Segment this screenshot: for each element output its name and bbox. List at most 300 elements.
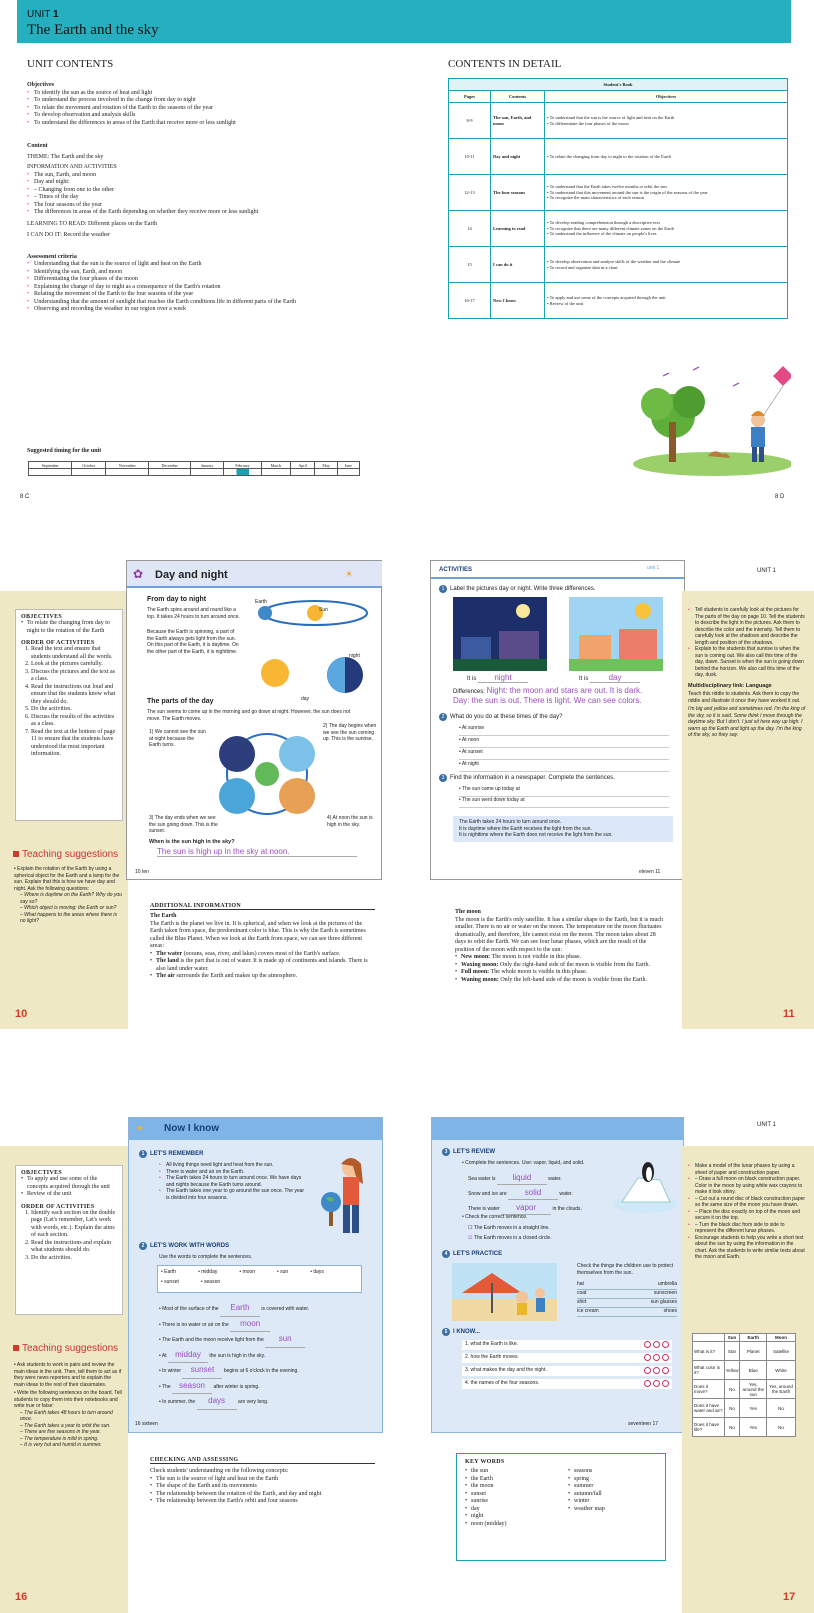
order-item: 5. Do the activities.	[31, 706, 117, 714]
contents-detail-table	[448, 78, 788, 319]
right-notes-17	[688, 1163, 806, 1261]
practice-item-left[interactable]: coat	[577, 1290, 587, 1296]
practice-item-right[interactable]: sun glasses	[650, 1299, 677, 1305]
practice-row	[577, 1281, 677, 1290]
table-cell: Satellite	[766, 1342, 795, 1361]
assessment-item: • Relating the movement of the Earth to the four seasons of the year	[27, 291, 297, 299]
detail-objective-line: • To recognize the main characteristics of each season	[547, 195, 644, 201]
answer-noon[interactable]: The sun is high up in the sky at noon.	[157, 847, 357, 857]
difference-2[interactable]: Day: the sun is out. There is light. We can see colors.	[453, 695, 642, 705]
earth-item-term: The land	[156, 958, 179, 964]
practice-item-right[interactable]: sunscreen	[653, 1290, 677, 1296]
practice-heading: 4 LET'S PRACTICE	[442, 1250, 502, 1259]
detail-contents: Day and night	[491, 139, 545, 175]
unit-contents-heading: UNIT CONTENTS	[27, 58, 114, 70]
heading-parts-of-day: The parts of the day	[147, 698, 214, 705]
times-list	[459, 725, 669, 773]
objectives-list	[27, 90, 297, 128]
objective-item: • To understand the differences in areas of the Earth that receive more or less sunlight	[27, 120, 297, 128]
news-list	[459, 786, 669, 808]
label-night: night	[349, 653, 360, 659]
key-word: • noon (midday)	[465, 1521, 554, 1529]
know-item	[462, 1366, 672, 1376]
table-cell: No	[724, 1418, 740, 1437]
month-cell: April	[290, 462, 315, 469]
summary-box	[453, 816, 673, 842]
moon-list	[455, 954, 665, 984]
moon-item: • Full moon: The whole moon is visible in this phase.	[455, 969, 665, 977]
parts-of-day-diagram	[207, 724, 327, 824]
answer-vapor[interactable]: vapor	[501, 1201, 551, 1215]
caption-1: 1) We cannot see the sun at night because the Earth turns.	[149, 729, 206, 748]
footer-17: seventeen 17	[628, 1421, 659, 1427]
key-word: • day	[465, 1506, 554, 1514]
page-10	[126, 560, 382, 880]
detail-pages: 15	[449, 247, 491, 283]
know-item	[462, 1353, 672, 1363]
lizard-icon: ✦	[135, 1123, 145, 1135]
order-item: 3. Do the activities.	[31, 1255, 117, 1263]
month-cell: May	[315, 462, 337, 469]
page-11	[430, 560, 685, 880]
info-list	[27, 172, 297, 217]
know-item-text: 4. the names of the four seasons.	[465, 1380, 540, 1386]
beach-illustration	[452, 1263, 557, 1321]
note-item: • – Draw a full moon on black construction paper. Color in the moon by using white wax crayons to make it look shiny.	[688, 1176, 806, 1196]
assessment-list	[27, 261, 297, 314]
unit-label-17: UNIT 1	[757, 1122, 776, 1128]
detail-contents: The sun, Earth, and moon	[491, 103, 545, 139]
review-sentences: Sea water is liquid water. Snow and ice are solid water. There is water vapor in the clouds.	[468, 1171, 608, 1216]
info-item: • The differences in areas of the Earth depending on whether they receive more or less sunlight	[27, 209, 297, 217]
word-bank-item: • sunset	[161, 1279, 179, 1285]
months-row	[29, 462, 360, 469]
key-words-box	[456, 1453, 666, 1561]
assessment-item: • Explaining the change of day to night as a consequence of the Earth's rotation	[27, 284, 297, 292]
detail-pages: 10-11	[449, 139, 491, 175]
practice-instruction: Check the things the children use to protect themselves from the sun.	[577, 1263, 674, 1276]
month-cell: February	[224, 462, 262, 469]
table-cell: Blue	[740, 1361, 766, 1380]
detail-row	[449, 283, 788, 319]
order-heading-10: ORDER OF ACTIVITIES	[21, 640, 95, 646]
practice-item-left[interactable]: ice cream	[577, 1308, 599, 1314]
unit-title: The Earth and the sky	[27, 22, 159, 38]
squid-icon: ✿	[133, 567, 144, 581]
sentences: • Most of the surface of the Earth is covered with water. • There is no water or air on the moon • The Earth and the moon receive light from the sun • At midday the sun is high in the sky. • In winter sunset begins at 6 o'clock in the evening. • The season after winter is spring. • In summer, the days are very long.	[159, 1301, 369, 1410]
detail-objective-line: • To record and organize data in a chart	[547, 264, 618, 270]
word-bank-item: • season	[200, 1279, 221, 1285]
earth-item: • The water (oceans, seas, river, and lakes) covers most of the Earth's surface.	[150, 951, 375, 959]
practice-row	[577, 1308, 677, 1317]
activity-1-text: Label the pictures day or night. Write three differences.	[450, 586, 596, 592]
checking-item: • The shape of the Earth and its movements	[150, 1483, 375, 1491]
assessment-item: • Identifying the sun, Earth, and moon	[27, 269, 297, 277]
key-word: • summer	[568, 1483, 657, 1491]
earth-item: • The air surrounds the Earth and makes up the atmosphere.	[150, 973, 375, 981]
month-cell: September	[29, 462, 72, 469]
table-cell: Does it move?	[693, 1380, 725, 1399]
objectives-heading-10: OBJECTIVES	[21, 614, 63, 620]
note-item: • Tell students to carefully look at the pictures for The parts of the day on page 10. Tell the students to describe the light in the pictures. Ask them to describe the color and the intensity. Tell them to carefully look at the shadows and describe the length and position of the shadows.	[688, 607, 806, 646]
summary-line: It is nighttime where the Earth does not receive the light from the sun.	[459, 832, 613, 838]
smileys-icon[interactable]	[642, 1367, 669, 1375]
order-item: 3. Discuss the pictures and the text as a class.	[31, 669, 117, 684]
detail-contents: Now I know	[491, 283, 545, 319]
page-number-16: 16	[15, 1591, 28, 1603]
timing-cell	[106, 469, 149, 476]
table-cell: What is it?	[693, 1342, 725, 1361]
objectives-box-16	[15, 1165, 123, 1315]
table-row	[693, 1342, 796, 1361]
know-item-text: 2. how the Earth moves.	[465, 1354, 519, 1360]
timing-cell	[337, 469, 359, 476]
moon-item: • Waning moon: Only the left-hand side of the moon is visible from the Earth.	[455, 977, 665, 985]
know-heading-text: I KNOW...	[453, 1329, 480, 1335]
words-instruction: Use the words to complete the sentences.	[159, 1254, 253, 1260]
table-row	[693, 1361, 796, 1380]
page-16	[128, 1117, 383, 1433]
day-picture	[569, 597, 663, 671]
answer-solid[interactable]: solid	[508, 1186, 558, 1200]
checking-item: • The relationship between the rotation of the Earth, and day and night	[150, 1491, 375, 1499]
teaching-item: – The Earth takes 48 hours to turn around once.	[20, 1409, 113, 1422]
col-contents: Contents	[491, 91, 545, 103]
news-line: • The sun came up today at	[459, 786, 669, 797]
objective-item: • To develop observation and analysis skills	[27, 112, 297, 120]
it-is-label-2: It is	[579, 676, 589, 682]
table-cell: Yes, around the sun	[740, 1380, 766, 1399]
words-heading: 2 LET'S WORK WITH WORDS	[139, 1242, 229, 1251]
word-bank	[157, 1265, 362, 1293]
content-heading: Content	[27, 143, 48, 149]
timing-cell	[315, 469, 337, 476]
info-item: • Day and night:	[27, 179, 297, 187]
objectives-box-10	[15, 609, 123, 821]
objectives-list-10	[21, 620, 117, 635]
practice-checklist	[577, 1281, 677, 1317]
unit-label: UNIT	[27, 9, 51, 20]
assessment-item: • Understanding that the amount of sunlight that reaches the Earth conditions life in different parts of the Earth	[27, 299, 297, 307]
teaching-suggestions-list-10	[14, 866, 122, 925]
time-line: • At sunrise	[459, 725, 669, 736]
night-picture	[453, 597, 547, 671]
table-cell: No	[766, 1399, 795, 1418]
month-cell: June	[337, 462, 359, 469]
detail-pages: 14	[449, 211, 491, 247]
time-line: • At sunset	[459, 749, 669, 760]
remember-item: • The Earth takes 24 hours to turn around once. We have days and nights because the Earth turns around.	[159, 1175, 309, 1188]
objectives-heading: Objectives	[27, 82, 54, 88]
detail-pages: 8-9	[449, 103, 491, 139]
teaching-item: – It is very hot and humid in summer.	[20, 1442, 102, 1448]
objective-item: • To relate the movement and rotation of the Earth to the seasons of the year	[27, 105, 297, 113]
unit-number: 1	[52, 9, 59, 20]
order-item: 2. Look at the pictures carefully.	[31, 661, 117, 669]
month-cell: March	[261, 462, 290, 469]
unit-contents	[27, 82, 297, 314]
objective-item: • To relate the changing from day to night to the rotation of the Earth	[21, 620, 117, 635]
smileys-icon[interactable]	[642, 1380, 669, 1388]
practice-row	[577, 1290, 677, 1299]
unit-label-11: UNIT 1	[757, 568, 776, 574]
objectives-list-16	[21, 1176, 117, 1199]
learning-text: LEARNING TO READ: Different places on the Earth	[27, 220, 158, 227]
detail-objective-line: • To understand the influence of the climate on people's lives	[547, 231, 657, 237]
answer-night[interactable]: night	[478, 674, 528, 683]
detail-contents: Learning to read	[491, 211, 545, 247]
moon-item: • New moon: The moon is not visible in this phase.	[455, 954, 665, 962]
page-code-left: 8 C	[20, 494, 30, 500]
assessment-item: • Differentiating the four phases of the moon	[27, 276, 297, 284]
page-number-17: 17	[783, 1591, 796, 1603]
month-cell: January	[191, 462, 224, 469]
teaching-item: • Write the following sentences on the board. Tell students to copy them into their notebooks and write true or false:	[14, 1390, 122, 1409]
table-cell: Does it have life?	[693, 1418, 725, 1437]
sun-earth-moon-table	[692, 1333, 796, 1437]
info-item: • The four seasons of the year	[27, 202, 297, 210]
page-number-10: 10	[15, 1008, 28, 1020]
table-cell: Yes	[740, 1399, 766, 1418]
check-option-2[interactable]: ☑ The Earth moves in a closed circle.	[468, 1235, 552, 1241]
moon-heading: The moon	[455, 909, 481, 915]
answer-season[interactable]: season	[172, 1379, 212, 1395]
table-cell: Yellow	[724, 1361, 740, 1380]
cando-text: I CAN DO IT: Record the weather	[27, 232, 111, 238]
sun-icon: ☀	[345, 569, 354, 579]
note-item: • Encourage students to help you write a short text about the sun by using the information in the chart. Ask the students to write similar texts about the moon and Earth.	[688, 1235, 806, 1261]
col-pages: Pages	[449, 91, 491, 103]
news-line: • The sun went down today at	[459, 797, 669, 808]
table-cell: Planet	[740, 1342, 766, 1361]
contents-detail-heading: CONTENTS IN DETAIL	[448, 58, 562, 70]
earth-text: The Earth is the planet we live in. It is spherical, and when we look at the pictures of the Earth taken from space, the predominant color is blue. This is why the Earth is sometimes called the Blue Planet. When we look at the Earth from space, we can see three different areas:	[150, 920, 366, 949]
order-item: 1. Read the text and ensure that students understand all the words.	[31, 646, 117, 661]
objective-item: • To apply and use some of the concepts acquired through the unit	[21, 1176, 117, 1191]
detail-row	[449, 103, 788, 139]
order-heading-16: ORDER OF ACTIVITIES	[21, 1203, 95, 1210]
footer-10: 10 ten	[135, 869, 149, 875]
timing-cell	[149, 469, 191, 476]
know-item	[462, 1379, 672, 1389]
activity-2-text: What do you do at these times of the day?	[450, 714, 563, 720]
detail-objectives	[545, 139, 788, 175]
table-cell: What color is it?	[693, 1361, 725, 1380]
detail-objective-line: • To develop observation and analyse skills of the weather and the climate	[547, 259, 681, 264]
footer-11: eleven 11	[639, 869, 661, 875]
table-head-cell	[693, 1334, 725, 1342]
activity-2: 2 What do you do at these times of the day?	[439, 713, 562, 722]
text-spin: The Earth spins around and round like a top. It takes 24 hours to turn around once.	[147, 607, 240, 620]
detail-pages: 12-13	[449, 175, 491, 211]
know-item-text: 1. what the Earth is like.	[465, 1341, 519, 1347]
month-cell: November	[106, 462, 149, 469]
smileys-icon[interactable]	[642, 1354, 669, 1362]
key-word: • sunrise	[465, 1498, 554, 1506]
activity-1: 1 Label the pictures day or night. Write three differences.	[439, 585, 596, 594]
heading-day-to-night: From day to night	[147, 596, 207, 603]
differences-label: Differences:	[453, 689, 485, 695]
answer-sun[interactable]: sun	[265, 1332, 305, 1348]
summary-line: It is daytime where the Earth receives the light from the sun.	[459, 825, 592, 832]
key-word: • the moon	[465, 1483, 554, 1491]
key-word: • the Earth	[465, 1476, 554, 1484]
detail-objectives	[545, 175, 788, 211]
practice-item-right[interactable]: shoes	[663, 1308, 677, 1314]
teaching-item: • Explain the rotation of the Earth by using a spherical object for the Earth and a lamp for the sun. Explain that this is how we have day and night. Ask the following questions:	[14, 866, 120, 892]
checking-list	[150, 1476, 375, 1506]
checking-item: • The sun is the source of light and heat on the Earth	[150, 1476, 375, 1484]
summary-line: The Earth takes 24 hours to turn around once.	[459, 819, 562, 825]
label-day: day	[301, 696, 310, 702]
detail-objectives	[545, 283, 788, 319]
checking-assessing	[150, 1457, 375, 1506]
answer-midday[interactable]: midday	[168, 1348, 208, 1364]
practice-heading-text: LET'S PRACTICE	[453, 1251, 503, 1257]
moon-item: • Waxing moon: Only the right-hand side of the moon is visible from the Earth.	[455, 962, 665, 970]
key-word: • night	[465, 1513, 554, 1521]
timing-cell	[72, 469, 106, 476]
practice-row	[577, 1299, 677, 1308]
col-objectives: Objectives	[545, 91, 788, 103]
word-bank-item: • sun	[277, 1269, 289, 1275]
detail-objective-line: • Review of the unit	[547, 300, 584, 306]
detail-objectives	[545, 103, 788, 139]
key-word: • weather map	[568, 1506, 657, 1514]
answer-sunset[interactable]: sunset	[182, 1363, 222, 1379]
practice-item-right[interactable]: umbrella	[657, 1281, 677, 1287]
note-item: • – Turn the black disc from side to side to represent the different lunar phases.	[688, 1222, 806, 1235]
riddle-intro: Teach this riddle to students. Ask them to copy the riddle and illustrate it once they have worked it out.	[688, 691, 801, 704]
moon-text: The moon is the Earth's only satellite. It has a similar shape to the Earth, but it is much smaller. There is no air or water on the moon. The temperature on the moon fluctuates dramatically, and therefore, life cannot exist on the moon. The moon takes about 28 days to orbit the Earth. We can see four lunar phases, which are the result of the position of the moon with respect to the sun:	[455, 916, 664, 953]
theme-text: THEME: The Earth and the sky	[27, 153, 104, 160]
know-list	[462, 1340, 672, 1392]
table-head-cell: Moon	[766, 1334, 795, 1342]
teaching-item: • Ask students to work in pairs and review the main ideas in the unit. Then, tell them to act as if they were news reporters and to explain the main ideas to the rest of their classmates.	[14, 1362, 122, 1388]
note-item: • Make a model of the lunar phases by using a sheet of paper and construction paper.	[688, 1163, 806, 1176]
key-word: • sunset	[465, 1491, 554, 1499]
table-cell: Does it have water and air?	[693, 1399, 725, 1418]
table-cell: Yes	[740, 1418, 766, 1437]
table-head-cell: Sun	[724, 1334, 740, 1342]
teaching-item: – Which object is moving: the Earth or sun?	[20, 905, 117, 911]
order-item: 1. Identify each section on the double page (Let's remember, Let's work with words, etc.). Explain the aims of each section.	[31, 1210, 117, 1240]
detail-objectives	[545, 247, 788, 283]
timing-cell	[224, 469, 262, 476]
moon-item-term: Full moon:	[461, 969, 490, 975]
penguin-iceberg-illustration	[612, 1154, 678, 1214]
note-item: • Explain to the students that sunrise is when the sun is coming out. We also call this time of the day, dawn. Sunset is when the sun is going down behind the horizon. We also call this time of the day, dusk.	[688, 646, 806, 679]
word-bank-item: • days	[310, 1269, 324, 1275]
detail-objective-line: • To differentiate the four phases of the moon	[547, 120, 629, 126]
know-heading: 5 I KNOW...	[442, 1328, 480, 1337]
table-cell: No	[724, 1380, 740, 1399]
smileys-icon[interactable]	[642, 1341, 669, 1349]
answer-earth[interactable]: Earth	[220, 1301, 260, 1317]
timing-heading: Suggested timing for the unit	[27, 448, 102, 454]
difference-1[interactable]: Night: the moon and stars are out. It is dark.	[486, 686, 643, 695]
practice-item-left[interactable]: hat	[577, 1281, 584, 1287]
time-line: • At night	[459, 761, 669, 772]
students-book-header: Student's Book	[449, 79, 788, 91]
teaching-item: – The Earth takes a year to orbit the sun.	[20, 1422, 111, 1429]
activity-3: 3 Find the information in a newspaper. Complete the sentences.	[439, 774, 615, 783]
page-code-right: 8 D	[775, 494, 785, 500]
answer-liquid[interactable]: liquid	[497, 1171, 547, 1185]
teaching-item: – The temperature is mild in spring.	[20, 1435, 99, 1442]
table-head-cell: Earth	[740, 1334, 766, 1342]
moon-info	[455, 903, 665, 984]
answer-moon[interactable]: moon	[230, 1317, 270, 1333]
additional-info	[150, 903, 375, 981]
earth-heading: The Earth	[150, 913, 177, 919]
detail-contents: I can do it	[491, 247, 545, 283]
page-number-11: 11	[783, 1008, 795, 1020]
objective-item: • Review of the unit	[21, 1191, 117, 1199]
timing-cell	[191, 469, 224, 476]
time-line: • At noon	[459, 737, 669, 748]
text-sun-seems: The sun seems to come up in the morning and go down at night. However, the sun does not move. The Earth moves.	[147, 709, 351, 722]
additional-info-heading: ADDITIONAL INFORMATION	[150, 903, 375, 910]
practice-item-left[interactable]: shirt	[577, 1299, 587, 1305]
timing-bars-row	[29, 469, 360, 476]
info-item: • – Changing from one to the other	[27, 187, 297, 195]
info-item: • The sun, Earth, and moon	[27, 172, 297, 180]
check-option-1[interactable]: ☐ The Earth moves in a straight line.	[468, 1225, 550, 1231]
teaching-suggestions-list-16	[14, 1360, 122, 1449]
girl-globe-illustration	[319, 1154, 374, 1239]
riddle-text: I'm big and yellow and sometimes red. I'm the king of the sky, so it is said. Some think I move through the daytime sky. But I don't. I just sit here way up high. I warm up the Earth and light up the day. I'm the king of the sky, so they say.	[688, 706, 806, 738]
detail-objective-line: • To understand that the sun is the source of light and heat on the Earth	[547, 115, 675, 120]
earth-item-term: The water	[156, 950, 183, 957]
info-heading: INFORMATION AND ACTIVITIES	[27, 164, 117, 170]
assessment-item: • Understanding that the sun is the source of light and heat on the Earth	[27, 261, 297, 269]
moon-item-term: Waning moon:	[461, 976, 499, 983]
detail-objective-line: • To recognize that there are many different climate zones on the Earth	[547, 225, 675, 231]
review-instruction: Complete the sentences. Use: vapor, liquid, and solid.	[465, 1160, 585, 1166]
assessment-item: • Observing and recording the weather in our region over a week	[27, 306, 297, 314]
table-cell: Star	[724, 1342, 740, 1361]
moon-item-term: New moon:	[461, 954, 491, 960]
multidisciplinary-heading: Multidisciplinary link: Language	[688, 682, 772, 689]
detail-row	[449, 247, 788, 283]
teaching-item: – There are five seasons in the year.	[20, 1429, 101, 1435]
earth-item: • The land is the part that is out of water. It is made up of continents and islands. There is also land under water.	[150, 958, 375, 973]
order-item: 4. Read the instructions out loud and ensure that the students know what they should do.	[31, 684, 117, 707]
month-cell: October	[72, 462, 106, 469]
table-row	[693, 1399, 796, 1418]
answer-day[interactable]: day	[590, 674, 640, 683]
words-heading-text: LET'S WORK WITH WORDS	[150, 1243, 230, 1249]
know-item	[462, 1340, 672, 1350]
earth-item-term: The air	[156, 973, 175, 979]
activities-heading: ACTIVITIES	[439, 567, 473, 573]
month-cell: December	[149, 462, 191, 469]
right-notes-list-11	[688, 607, 806, 679]
know-item-text: 3. what makes the day and the night.	[465, 1367, 547, 1373]
info-item: • – Times of the day	[27, 194, 297, 202]
remember-list	[159, 1162, 309, 1201]
text-daytime: Because the Earth is spinning, a part of the Earth always gets light from the sun. On this part of the Earth, it is daytime. On the other part of the Earth, it is nighttime.	[147, 629, 239, 655]
answer-days[interactable]: days	[197, 1394, 237, 1410]
footer-16: 16 sixteen	[135, 1421, 158, 1427]
detail-objective-line: • To apply and use some of the concepts acquired through the unit	[547, 295, 666, 300]
key-word: • autumn/fall	[568, 1491, 657, 1499]
checking-heading: CHECKING AND ASSESSING	[150, 1457, 375, 1464]
remember-item: • The Earth takes one year to go around the sun once. The year is divided into four seasons.	[159, 1188, 309, 1201]
timing-cell	[29, 469, 72, 476]
order-list-16	[21, 1210, 117, 1263]
